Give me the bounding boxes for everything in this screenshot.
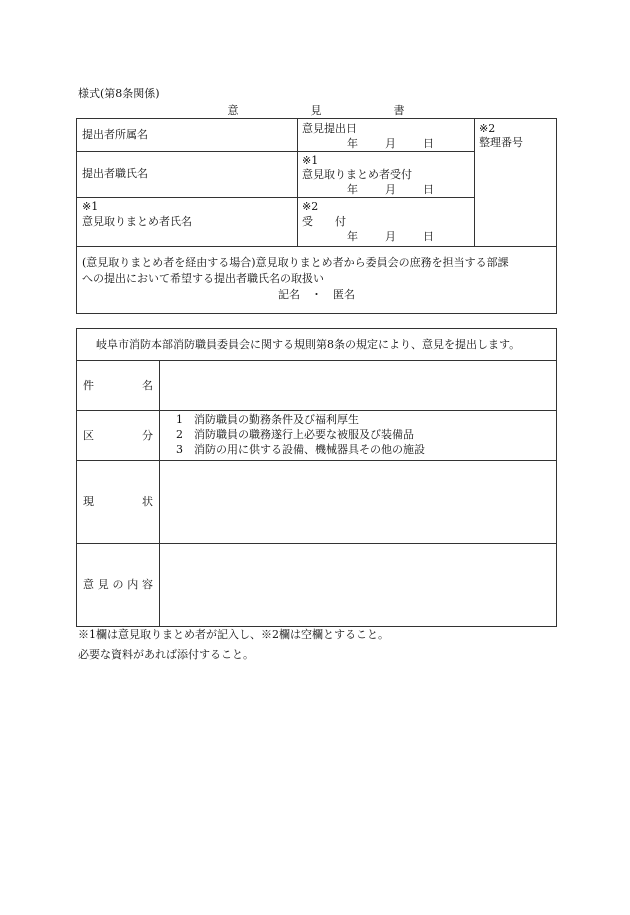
submission-date-field [347, 136, 461, 152]
day-label: 日 [423, 137, 434, 150]
affiliation-label: 提出者所属名 [82, 128, 148, 141]
coordinator-label: 意見取りまとめ者氏名 [82, 215, 192, 228]
label-char: 名 [142, 379, 153, 392]
month-label: 月 [385, 230, 396, 243]
subject-label [83, 378, 153, 394]
page-title [76, 103, 556, 119]
label-char: 見 [97, 578, 109, 591]
year-label: 年 [347, 137, 358, 150]
month-label: 月 [385, 137, 396, 150]
opinion-content-label [83, 577, 153, 593]
month-label: 月 [385, 183, 396, 196]
day-label: 日 [423, 183, 434, 196]
category-label [83, 428, 153, 444]
title-char: 意 [227, 104, 239, 117]
accept-date-field [347, 229, 461, 245]
current-status-label [83, 494, 153, 510]
submission-statement: 岐阜市消防本部消防職員委員会に関する規則第8条の規定により、意見を提出します。 [96, 338, 521, 351]
day-label: 日 [423, 230, 434, 243]
name-title-label: 提出者職氏名 [82, 167, 148, 180]
accept-char: 付 [335, 215, 346, 228]
handling-text-line-1: (意見取りまとめ者を経由する場合)意見取りまとめ者から委員会の庶務を担当する部課 [82, 256, 509, 269]
label-char: 現 [83, 495, 94, 508]
label-char: の [112, 578, 124, 591]
form-label: 様式(第8条関係) [78, 87, 160, 100]
name-disclosure-options: 記名 ・ 匿名 [278, 288, 355, 301]
ref-number-label: 整理番号 [479, 136, 523, 149]
receipt-label: 意見取りまとめ者受付 [302, 168, 412, 181]
accept-mark: ※2 [302, 200, 319, 213]
label-char: 分 [142, 429, 153, 442]
label-char: 意 [83, 578, 94, 591]
category-option-1: 1 消防職員の勤務条件及び福利厚生 [176, 413, 359, 426]
accept-label [302, 214, 346, 230]
handling-text-line-2: への提出において希望する提出者職氏名の取扱い [82, 272, 324, 285]
label-char: 区 [83, 429, 94, 442]
submitter-info-table [76, 118, 557, 313]
title-char: 見 [310, 104, 322, 117]
opinion-table [76, 328, 557, 627]
receipt-mark: ※1 [302, 154, 319, 167]
submission-date-label: 意見提出日 [302, 122, 357, 135]
footnote-1: ※1欄は意見取りまとめ者が記入し、※2欄は空欄とすること。 [78, 628, 389, 641]
ref-mark: ※2 [479, 122, 496, 135]
label-char: 内 [127, 578, 139, 591]
category-option-2: 2 消防職員の職務遂行上必要な被服及び装備品 [176, 428, 414, 441]
label-char: 件 [83, 379, 94, 392]
receipt-date-field [347, 182, 461, 198]
title-char: 書 [393, 104, 405, 117]
year-label: 年 [347, 183, 358, 196]
coordinator-mark: ※1 [82, 200, 99, 213]
label-char: 状 [142, 495, 153, 508]
label-char: 容 [142, 578, 153, 591]
year-label: 年 [347, 230, 358, 243]
footnote-2: 必要な資料があれば添付すること。 [78, 648, 254, 661]
accept-char: 受 [302, 215, 313, 228]
category-option-3: 3 消防の用に供する設備、機械器具その他の施設 [176, 443, 425, 456]
